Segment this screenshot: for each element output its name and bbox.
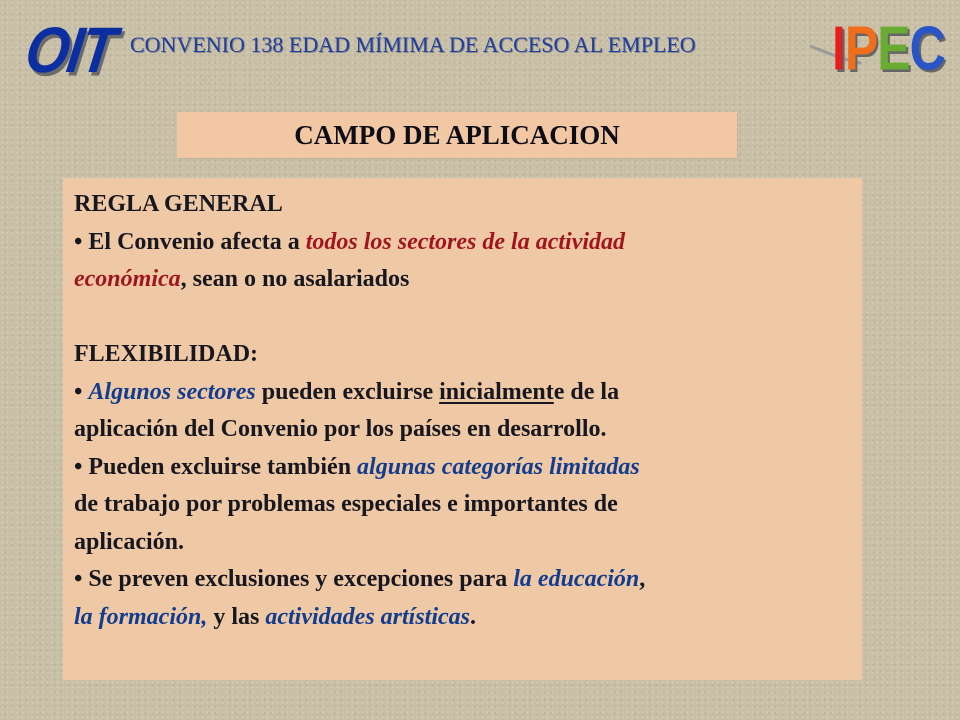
- regla-general-text-end: , sean o no asalariados: [180, 266, 410, 292]
- regla-general-emphasis: todos los sectores de la actividad: [305, 228, 626, 255]
- regla-general-heading: REGLA GENERAL: [74, 191, 283, 217]
- section-title: CAMPO DE APLICACION: [294, 119, 620, 150]
- flexibilidad-bullet-1-line-2: aplicación del Convenio por los países en desarrollo.: [74, 416, 607, 442]
- flexibilidad-bullet-1-line-1: [74, 374, 852, 412]
- ipec-letter-c: C: [909, 13, 945, 83]
- flexibilidad-heading: FLEXIBILIDAD:: [74, 341, 259, 367]
- regla-general-emphasis-continued: económica: [74, 266, 181, 292]
- actividades-artisticas-emphasis: actividades artísticas: [265, 603, 471, 630]
- ipec-letter-i: I: [832, 13, 845, 83]
- flexibilidad-bullet-3-line-2: [74, 599, 852, 637]
- paragraph-spacer: [74, 299, 852, 337]
- inicialmente-underlined: inicialment: [439, 378, 554, 405]
- flexibilidad-bullet-2-line-2: de trabajo por problemas especiales e importantes de: [74, 491, 618, 517]
- bullet-2-text: • Pueden excluirse también: [74, 453, 358, 480]
- ipec-letter-e: E: [877, 13, 910, 83]
- flexibilidad-bullet-2-line-3: aplicación.: [74, 528, 185, 555]
- ipec-logo: [832, 13, 945, 83]
- oit-logo: OIT: [21, 13, 119, 86]
- regla-general-bullet-line-2: [74, 261, 852, 299]
- formacion-emphasis: la formación,: [74, 603, 208, 630]
- bullet-1-text: pueden excluirse: [255, 378, 440, 405]
- content-panel: [63, 178, 862, 680]
- bullet-3-end-text: .: [470, 603, 477, 630]
- bullet-3-text: • Se preven exclusiones y excepciones para: [74, 566, 514, 592]
- regla-general-text: • El Convenio afecta a: [74, 228, 306, 255]
- ipec-letter-p: P: [844, 13, 878, 83]
- flexibilidad-bullet-3-line-1: [74, 561, 852, 599]
- bullet-marker: •: [74, 378, 89, 405]
- bullet-3-mid-text: y las: [207, 603, 266, 630]
- algunos-sectores-emphasis: Algunos sectores: [88, 378, 256, 405]
- slide-header: [0, 0, 960, 88]
- bullet-1-text-end: e de la: [553, 378, 620, 405]
- comma-text: ,: [639, 566, 646, 592]
- categorias-limitadas-emphasis: algunas categorías limitadas: [357, 453, 640, 480]
- flexibilidad-bullet-2-line-1: [74, 449, 852, 487]
- educacion-emphasis: la educación: [513, 566, 640, 592]
- regla-general-bullet-line-1: [74, 224, 852, 262]
- section-title-box: [177, 112, 737, 158]
- convention-title: CONVENIO 138 EDAD MÍMIMA DE ACCESO AL EMPLEO: [130, 32, 696, 57]
